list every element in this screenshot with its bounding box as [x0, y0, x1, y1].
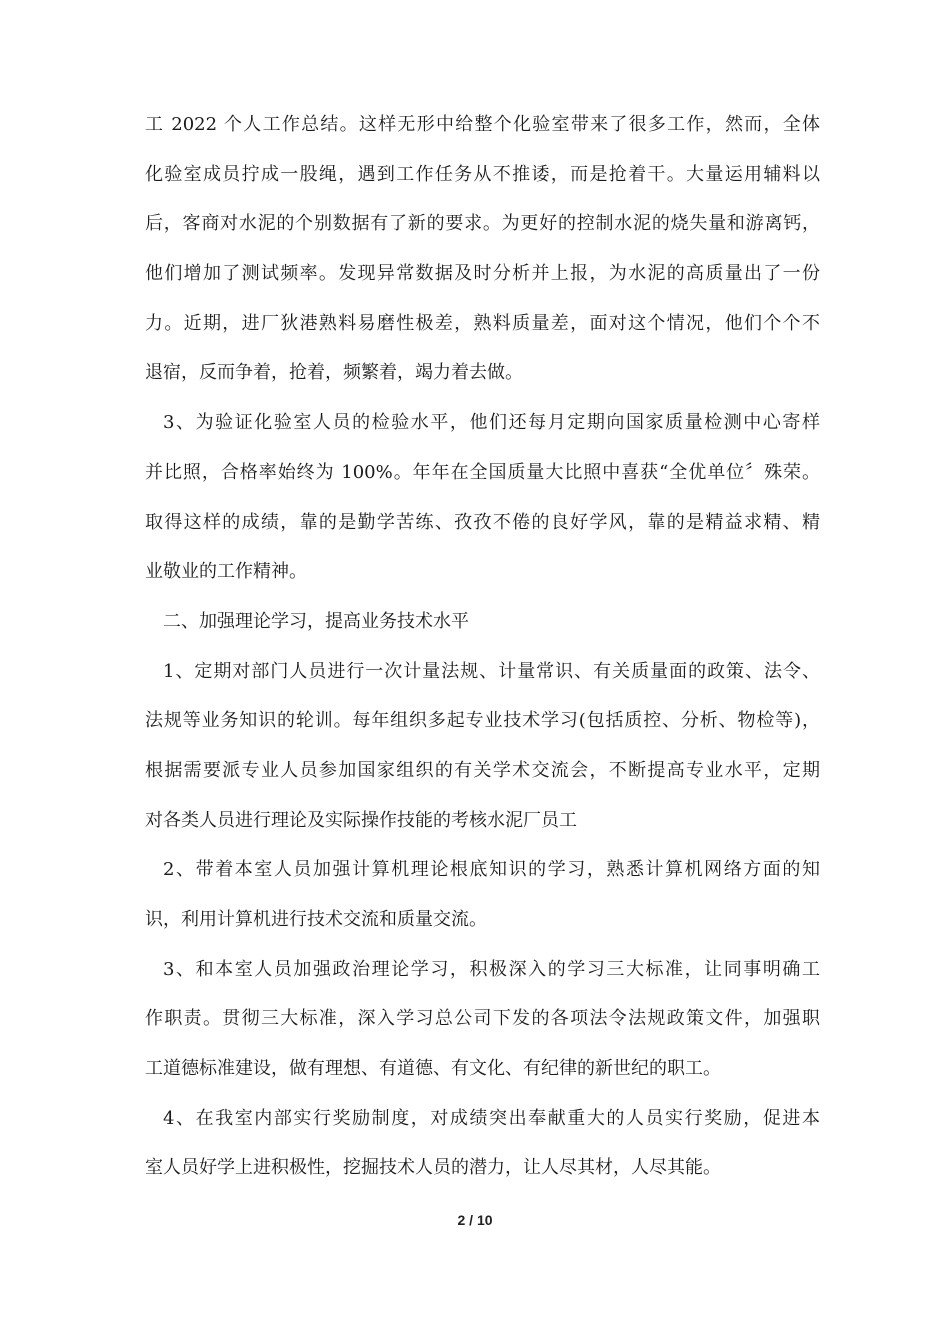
text-line: 退宿，反而争着，抢着，频繁着，竭力着去做。: [145, 362, 523, 384]
text-line: 3、为验证化验室人员的检验水平，他们还每月定期向国家质量检测中心寄样: [163, 412, 820, 434]
document-body: [145, 100, 820, 1193]
text-line: 对各类人员进行理论及实际操作技能的考核水泥厂员工: [145, 809, 577, 831]
text-line: 力。近期，进厂狄港熟料易磨性极差，熟料质量差，面对这个情况，他们个个不: [145, 312, 820, 334]
text-line: 作职责。贯彻三大标准，深入学习总公司下发的各项法令法规政策文件，加强职: [145, 1008, 820, 1030]
text-line: 并比照，合格率始终为 100%。年年在全国质量大比照中喜获“全优单位〞殊荣。: [145, 461, 820, 483]
text-line: 根据需要派专业人员参加国家组织的有关学术交流会，不断提高专业水平，定期: [145, 759, 820, 781]
text-line: 2、带着本室人员加强计算机理论根底知识的学习，熟悉计算机网络方面的知: [163, 859, 820, 881]
text-line: 化验室成员拧成一股绳，遇到工作任务从不推诿，而是抢着干。大量运用辅料以: [145, 163, 820, 185]
text-line: 法规等业务知识的轮训。每年组织多起专业技术学习(包括质控、分析、物检等)，: [145, 710, 820, 732]
text-line: 工 2022 个人工作总结。这样无形中给整个化验室带来了很多工作，然而，全体: [145, 114, 820, 135]
text-line: 识，利用计算机进行技术交流和质量交流。: [145, 909, 487, 930]
text-line: 工道德标准建设，做有理想、有道德、有文化、有纪律的新世纪的职工。: [145, 1058, 721, 1080]
text-line: 后，客商对水泥的个别数据有了新的要求。为更好的控制水泥的烧失量和游离钙，: [145, 213, 820, 235]
text-line: 他们增加了测试频率。发现异常数据及时分析并上报，为水泥的高质量出了一份: [145, 263, 820, 285]
page-number: 2 / 10: [457, 1212, 493, 1228]
text-line: 业敬业的工作精神。: [145, 561, 307, 583]
section-heading: 二、加强理论学习，提高业务技术水平: [163, 610, 469, 632]
text-line: 取得这样的成绩，靠的是勤学苦练、孜孜不倦的良好学风，靠的是精益求精、精: [145, 511, 820, 533]
text-line: 1、定期对部门人员进行一次计量法规、计量常识、有关质量面的政策、法令、: [163, 660, 820, 682]
text-line: 4、在我室内部实行奖励制度，对成绩突出奉献重大的人员实行奖励，促进本: [163, 1107, 820, 1129]
text-line: 室人员好学上进积极性，挖掘技术人员的潜力，让人尽其材，人尽其能。: [145, 1157, 721, 1179]
text-line: 3、和本室人员加强政治理论学习，积极深入的学习三大标准，让同事明确工: [163, 958, 820, 980]
